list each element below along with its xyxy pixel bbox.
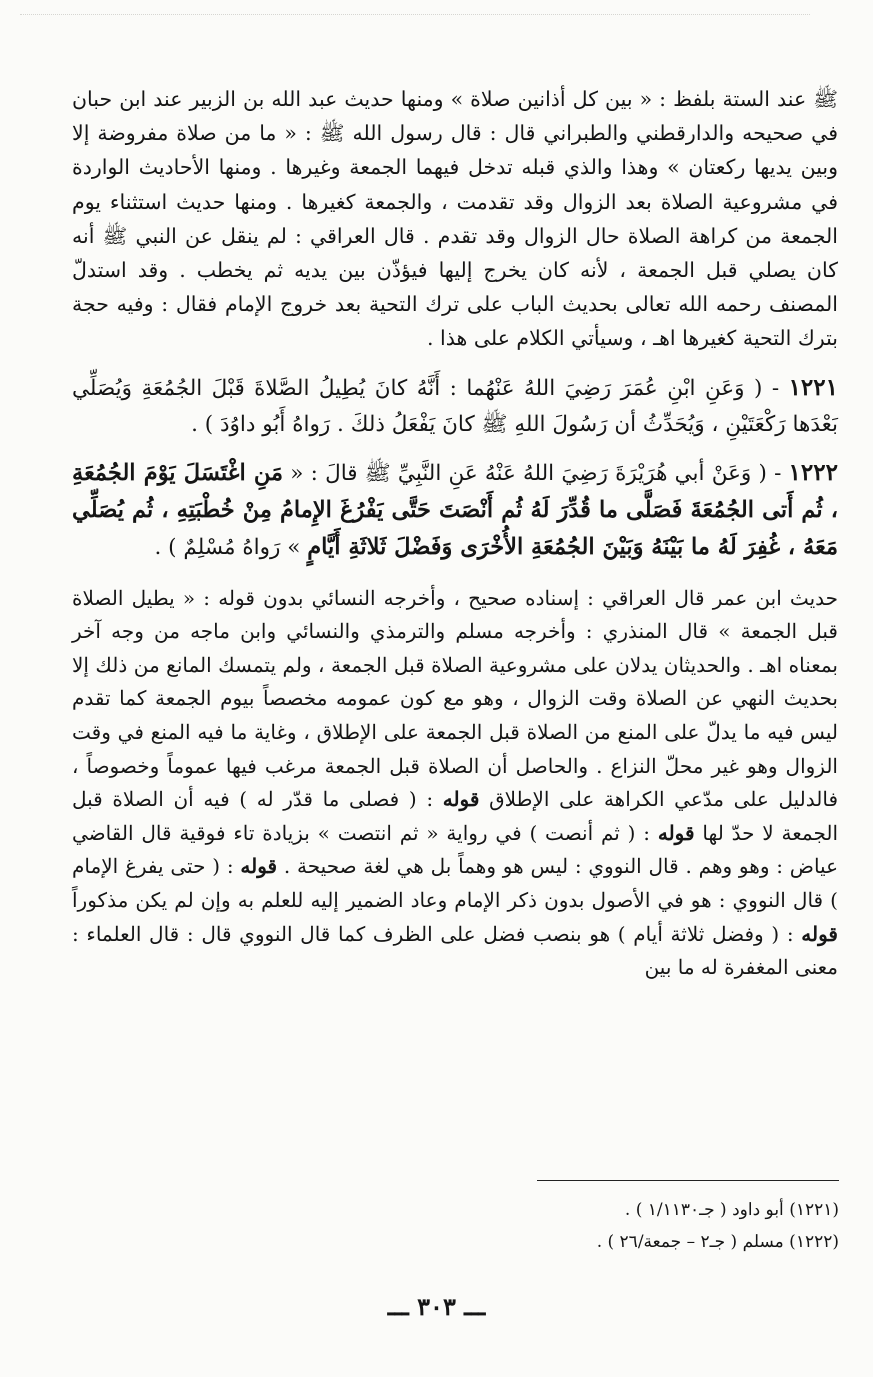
intro-section — [72, 82, 838, 356]
qawluhu-keyword-2: قوله — [657, 820, 695, 845]
commentary-text-1: حديث ابن عمر قال العراقي : إسناده صحيح ، وأخرجه النسائي بدون قوله : « يطيل الصلاة قبل الجمعة » قال المنذري : وأخرجه مسلم والترمذي والنسائي وابن ماجه من وجه آخر بمعناه اهـ . والحديثان يدلان على مشروعية الصلاة قبل الجمعة ، ولم يتمسك المانع من ذلك إلا بحديث النهي عن الصلاة وقت الزوال ، وهو مع كون عمومه مخصصاً بيوم الجمعة كما تقدم ليس فيه ما يدلّ على المنع من الصلاة قبل الجمعة على الإطلاق ، وغاية ما فيه المنع في وقت الزوال وهو غير محلّ النزاع . والحاصل أن الصلاة قبل الجمعة مرغب فيها عموماً وخصوصاً ، فالدليل على مدّعي الكراهة على الإطلاق — [72, 585, 839, 812]
hadith-1222-number: ١٢٢٢ — [788, 458, 838, 486]
qawluhu-keyword-4: قوله — [801, 921, 838, 946]
intro-paragraph: ﷺ عند الستة بلفظ : « بين كل أذانين صلاة » ومنها حديث عبد الله بن الزبير عند ابن حبان في صحيحه والدارقطني والطبراني قال : قال رسول الله ﷺ : « ما من صلاة مفروضة إلا وبين يديها ركعتان » وهذا والذي قبله تدخل فيهما الجمعة وغيرها . ومنها الأحاديث الواردة في مشروعية الصلاة بعد الزوال وقد تقدمت ، والجمعة كغيرها . ومنها حديث استثناء يوم الجمعة من كراهة الصلاة حال الزوال وقد تقدم . قال العراقي : لم ينقل عن النبي ﷺ أنه كان يصلي قبل الجمعة ، لأنه كان يخرج إليها فيؤذّن بين يديه ثم يخطب . وقد استدلّ المصنف رحمه الله تعالى بحديث الباب على ترك التحية بعد خروج الإمام فقال : وفيه حجة بترك التحية كغيرها اهـ ، وسيأتي الكلام على هذا . — [72, 87, 838, 351]
hadith-1222-matn: مَنِ اغْتَسَلَ يَوْمَ الجُمُعَةِ ، ثُم أَتى الجُمُعَةَ فَصَلَّى ما قُدِّرَ لَهُ ثُم أَنْصَتَ حَتَّى يَفْرُغَ الإِمامُ مِنْ خُطْبَتِهِ ، ثُم يُصَلِّي مَعَهُ ، غُفِرَ لَهُ ما بَيْنَهُ وَبَيْنَ الجُمُعَةِ الأُخْرَى وَفَضْلَ ثَلاثَةِ أَيَّامٍ — [72, 459, 838, 560]
footnote-separator — [537, 1180, 839, 1181]
hadith-1222 — [72, 455, 838, 566]
page-edge-dots — [20, 14, 810, 15]
commentary-text-5: : ( وفضل ثلاثة أيام ) هو بنصب فضل على الظرف كما قال النووي قال : قال العلماء : معنى المغفرة له ما بين — [72, 921, 838, 980]
footnote-1221: (١٢٢١) أبو داود ( جـ١/١١٣٠ ) . — [624, 1200, 839, 1220]
qawluhu-keyword-3: قوله — [240, 854, 278, 879]
footnote-1222: (١٢٢٢) مسلم ( جـ٢ – جمعة/٢٦ ) . — [596, 1232, 839, 1252]
hadith-1222-outro: » رَواهُ مُسْلِمٌ ) . — [154, 534, 301, 560]
hadith-1221-paragraph — [72, 370, 838, 443]
page-number: ـــ ٣٠٣ ـــ — [387, 1292, 486, 1321]
qawluhu-keyword-1: قوله — [442, 787, 480, 812]
commentary-text-2: : ( فصلى ما قدّر له ) فيه أن الصلاة قبل الجمعة لا حدّ لها — [72, 787, 839, 845]
commentary-paragraph — [72, 582, 838, 985]
footnotes — [420, 1194, 839, 1258]
hadith-1221 — [72, 370, 838, 443]
page-body — [72, 82, 838, 985]
hadith-1221-text: - ( وَعَنِ ابْنِ عُمَرَ رَضِيَ اللهُ عَنْهُما : أَنَّهُ كانَ يُطِيلُ الصَّلاةَ قَبْلَ الجُمُعَةِ وَيُصَلِّي بَعْدَها رَكْعَتَيْنِ ، وَيُحَدِّثُ أن رَسُولَ اللهِ ﷺ كانَ يَفْعَلُ ذلكَ . رَواهُ أَبُو داوُدَ ) . — [72, 375, 838, 437]
commentary-text-4: : ( حتى يفرغ الإمام ) قال النووي : هو في الأصول بدون ذكر الإمام وعاد الضمير إليه للعلم به وإن لم يكن مذكوراً — [72, 854, 838, 912]
hadith-1222-paragraph — [72, 455, 838, 566]
commentary-section — [72, 582, 838, 985]
hadith-1221-number: ١٢٢١ — [788, 373, 838, 401]
commentary-text-3: : ( ثم أنصت ) في رواية « ثم انتصت » بزيادة تاء فوقية قال القاضي عياض : وهو وهم . قال النووي : ليس هو وهماً بل هي لغة صحيحة . — [72, 820, 839, 879]
hadith-1222-intro: - ( وَعَنْ أبي هُرَيْرَةَ رَضِيَ اللهُ عَنْهُ عَنِ النَّبِيِّ ﷺ قالَ : « — [290, 460, 782, 486]
